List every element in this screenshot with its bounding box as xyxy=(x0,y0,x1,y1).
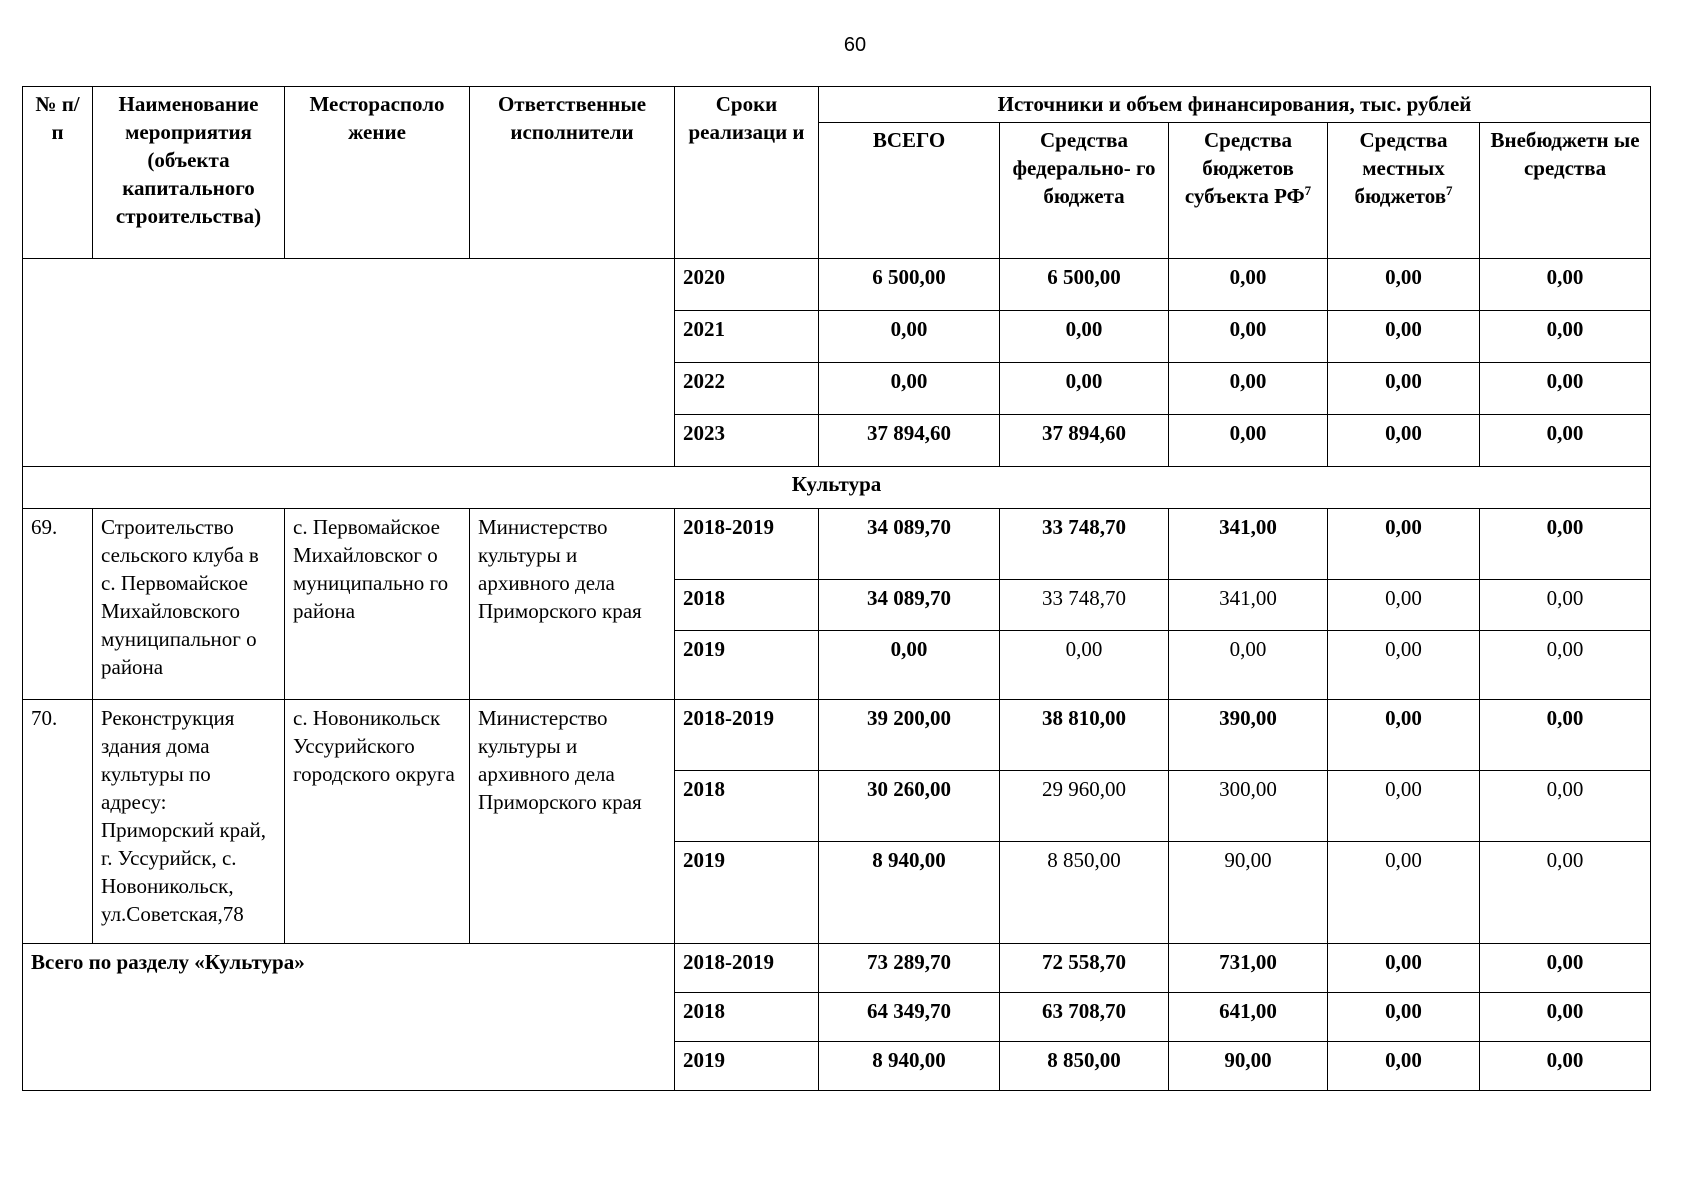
local-cell: 0,00 xyxy=(1328,509,1480,580)
federal-cell: 8 850,00 xyxy=(1000,1042,1169,1091)
total-cell: 30 260,00 xyxy=(819,771,1000,842)
header-row xyxy=(23,87,1651,123)
subject-cell: 341,00 xyxy=(1169,580,1328,631)
table-row xyxy=(23,259,1651,311)
item-name: Строительство сельского клуба в с. Первомайское Михайловского муниципальног о района xyxy=(93,509,285,700)
header-executors: Ответственные исполнители xyxy=(470,87,675,259)
summary-label: Всего по разделу «Культура» xyxy=(23,944,675,1091)
year-cell: 2021 xyxy=(675,311,819,363)
subject-cell: 731,00 xyxy=(1169,944,1328,993)
header-local-text: Средства местных бюджетов xyxy=(1354,128,1448,208)
local-cell: 0,00 xyxy=(1328,580,1480,631)
year-cell: 2019 xyxy=(675,1042,819,1091)
year-cell: 2019 xyxy=(675,842,819,944)
total-cell: 37 894,60 xyxy=(819,415,1000,467)
extra-cell: 0,00 xyxy=(1480,700,1651,771)
item-location: с. Первомайское Михайловског о муниципально го района xyxy=(285,509,470,700)
local-cell: 0,00 xyxy=(1328,311,1480,363)
subject-cell: 641,00 xyxy=(1169,993,1328,1042)
header-local-footnote: 7 xyxy=(1446,183,1453,198)
header-total: ВСЕГО xyxy=(819,123,1000,259)
total-cell: 34 089,70 xyxy=(819,580,1000,631)
federal-cell: 6 500,00 xyxy=(1000,259,1169,311)
header-federal: Средства федерально- го бюджета xyxy=(1000,123,1169,259)
header-local xyxy=(1328,123,1480,259)
federal-cell: 63 708,70 xyxy=(1000,993,1169,1042)
header-terms: Сроки реализаци и xyxy=(675,87,819,259)
total-cell: 34 089,70 xyxy=(819,509,1000,580)
extra-cell: 0,00 xyxy=(1480,993,1651,1042)
header-extra: Внебюджетн ые средства xyxy=(1480,123,1651,259)
financing-table xyxy=(22,86,1651,1091)
year-cell: 2020 xyxy=(675,259,819,311)
header-num: № п/п xyxy=(23,87,93,259)
local-cell: 0,00 xyxy=(1328,631,1480,700)
local-cell: 0,00 xyxy=(1328,993,1480,1042)
item-num: 70. xyxy=(23,700,93,944)
total-cell: 0,00 xyxy=(819,311,1000,363)
year-cell: 2018-2019 xyxy=(675,700,819,771)
subject-cell: 0,00 xyxy=(1169,415,1328,467)
year-cell: 2022 xyxy=(675,363,819,415)
total-cell: 73 289,70 xyxy=(819,944,1000,993)
total-cell: 0,00 xyxy=(819,363,1000,415)
local-cell: 0,00 xyxy=(1328,363,1480,415)
total-cell: 6 500,00 xyxy=(819,259,1000,311)
extra-cell: 0,00 xyxy=(1480,944,1651,993)
extra-cell: 0,00 xyxy=(1480,771,1651,842)
total-cell: 39 200,00 xyxy=(819,700,1000,771)
item-name: Реконструкция здания дома культуры по адресу: Приморский край, г. Уссурийск, с. Новоникольск, ул.Советская,78 xyxy=(93,700,285,944)
federal-cell: 0,00 xyxy=(1000,363,1169,415)
year-cell: 2018-2019 xyxy=(675,944,819,993)
subject-cell: 300,00 xyxy=(1169,771,1328,842)
extra-cell: 0,00 xyxy=(1480,842,1651,944)
section-row xyxy=(23,467,1651,509)
item-executor: Министерство культуры и архивного дела Приморского края xyxy=(470,509,675,700)
federal-cell: 72 558,70 xyxy=(1000,944,1169,993)
subject-cell: 0,00 xyxy=(1169,311,1328,363)
total-cell: 0,00 xyxy=(819,631,1000,700)
federal-cell: 33 748,70 xyxy=(1000,580,1169,631)
extra-cell: 0,00 xyxy=(1480,631,1651,700)
extra-cell: 0,00 xyxy=(1480,311,1651,363)
local-cell: 0,00 xyxy=(1328,415,1480,467)
header-subject-footnote: 7 xyxy=(1304,183,1312,198)
local-cell: 0,00 xyxy=(1328,944,1480,993)
extra-cell: 0,00 xyxy=(1480,509,1651,580)
subject-cell: 0,00 xyxy=(1169,259,1328,311)
section-title: Культура xyxy=(23,467,1651,509)
subject-cell: 341,00 xyxy=(1169,509,1328,580)
federal-cell: 33 748,70 xyxy=(1000,509,1169,580)
federal-cell: 8 850,00 xyxy=(1000,842,1169,944)
extra-cell: 0,00 xyxy=(1480,363,1651,415)
year-cell: 2018 xyxy=(675,580,819,631)
local-cell: 0,00 xyxy=(1328,259,1480,311)
header-name: Наименование мероприятия (объекта капитального строительства) xyxy=(93,87,285,259)
subject-cell: 0,00 xyxy=(1169,631,1328,700)
local-cell: 0,00 xyxy=(1328,700,1480,771)
year-cell: 2018 xyxy=(675,993,819,1042)
local-cell: 0,00 xyxy=(1328,1042,1480,1091)
subject-cell: 90,00 xyxy=(1169,842,1328,944)
local-cell: 0,00 xyxy=(1328,771,1480,842)
federal-cell: 0,00 xyxy=(1000,631,1169,700)
header-sources: Источники и объем финансирования, тыс. рублей xyxy=(819,87,1651,123)
table-row xyxy=(23,509,1651,580)
total-cell: 64 349,70 xyxy=(819,993,1000,1042)
total-cell: 8 940,00 xyxy=(819,842,1000,944)
subject-cell: 90,00 xyxy=(1169,1042,1328,1091)
local-cell: 0,00 xyxy=(1328,842,1480,944)
header-subject-text: Средства бюджетов субъекта РФ xyxy=(1184,128,1305,208)
header-subject xyxy=(1169,123,1328,259)
federal-cell: 29 960,00 xyxy=(1000,771,1169,842)
item-executor: Министерство культуры и архивного дела Приморского края xyxy=(470,700,675,944)
table-row xyxy=(23,944,1651,993)
year-cell: 2018-2019 xyxy=(675,509,819,580)
header-location: Месторасполо жение xyxy=(285,87,470,259)
item-num: 69. xyxy=(23,509,93,700)
extra-cell: 0,00 xyxy=(1480,259,1651,311)
subject-cell: 390,00 xyxy=(1169,700,1328,771)
federal-cell: 38 810,00 xyxy=(1000,700,1169,771)
extra-cell: 0,00 xyxy=(1480,1042,1651,1091)
year-cell: 2018 xyxy=(675,771,819,842)
table-row xyxy=(23,700,1651,771)
subject-cell: 0,00 xyxy=(1169,363,1328,415)
total-cell: 8 940,00 xyxy=(819,1042,1000,1091)
item-location: с. Новоникольск Уссурийского городского округа xyxy=(285,700,470,944)
federal-cell: 0,00 xyxy=(1000,311,1169,363)
continuation-cell xyxy=(23,259,675,467)
federal-cell: 37 894,60 xyxy=(1000,415,1169,467)
page-number: 60 xyxy=(843,34,867,56)
year-cell: 2023 xyxy=(675,415,819,467)
extra-cell: 0,00 xyxy=(1480,415,1651,467)
extra-cell: 0,00 xyxy=(1480,580,1651,631)
year-cell: 2019 xyxy=(675,631,819,700)
